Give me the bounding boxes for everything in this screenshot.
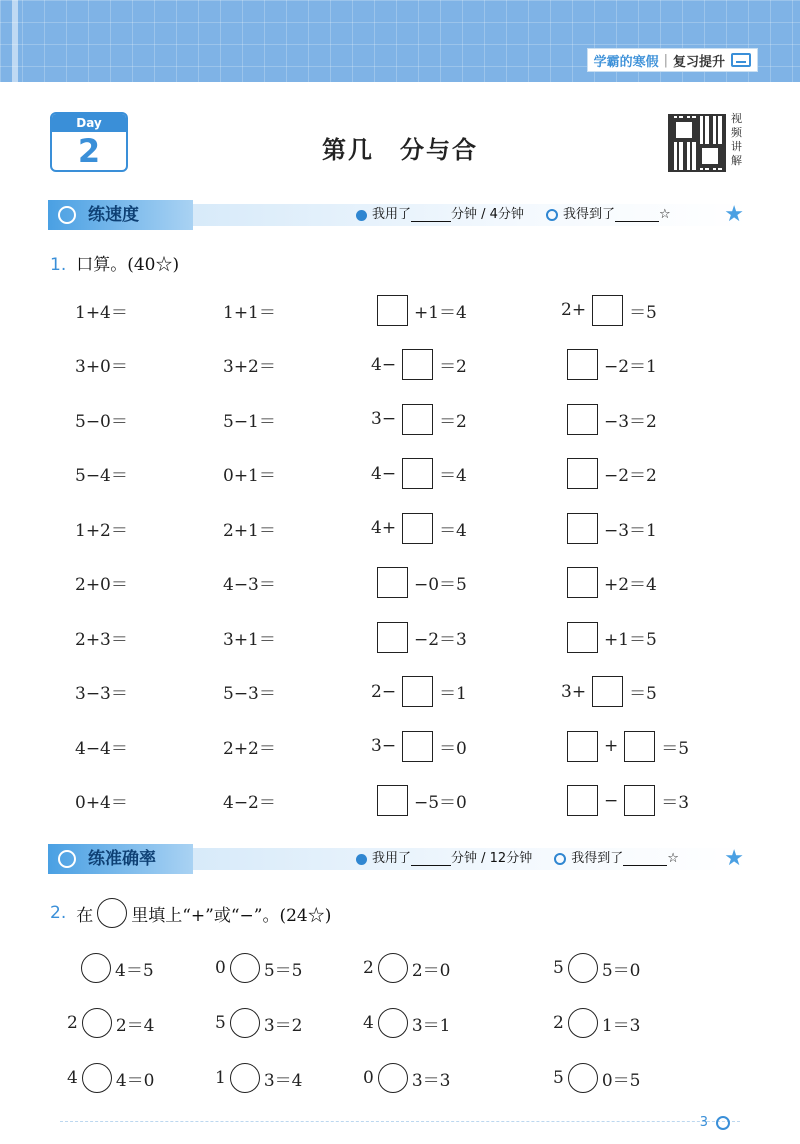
equation — [561, 290, 657, 330]
answer-box[interactable] — [377, 295, 408, 326]
equation-text: ＝5 — [629, 684, 657, 704]
sign-circle[interactable] — [230, 1008, 260, 1038]
section-accuracy-text: 练准确率 — [88, 849, 156, 869]
equation — [75, 345, 128, 385]
equation — [223, 454, 276, 494]
equation-text: 4− — [371, 463, 397, 484]
equation — [75, 781, 128, 821]
equation-text: 4+ — [371, 518, 397, 538]
equation — [561, 345, 657, 385]
equation-text: +2＝4 — [604, 575, 657, 595]
got-label: 我得到了 — [571, 851, 624, 866]
equation-text: 1＝3 — [601, 1015, 641, 1036]
star-symbol: ☆ — [667, 851, 679, 866]
equation-text: 1 — [215, 1068, 226, 1088]
equation-text: 2＝4 — [115, 1015, 155, 1036]
equation — [561, 726, 689, 766]
sign-row — [67, 1058, 755, 1098]
sign-circle[interactable] — [378, 1008, 408, 1038]
equation-text: 5−0＝ — [75, 411, 128, 432]
question-2-heading — [50, 898, 331, 928]
equation-text: ＝3 — [661, 793, 690, 813]
answer-box[interactable] — [567, 404, 598, 435]
equation-text: 3+ — [561, 681, 587, 702]
equation-text: 4−2＝ — [223, 793, 276, 813]
equation — [561, 508, 657, 548]
equation — [223, 508, 276, 548]
equation — [371, 563, 467, 603]
equation — [371, 508, 467, 548]
sign-equation — [363, 948, 450, 988]
equation — [75, 563, 128, 603]
sun-icon — [716, 1116, 730, 1130]
equation-text: 3＝3 — [411, 1070, 451, 1091]
equation — [371, 290, 467, 330]
equation — [223, 672, 276, 712]
equation-text: ＝2 — [439, 411, 467, 432]
equation — [561, 781, 689, 821]
equation-text: 1+2＝ — [75, 520, 128, 541]
answer-box[interactable] — [402, 404, 433, 435]
equation — [371, 781, 467, 821]
answer-box[interactable] — [592, 295, 623, 326]
equation-text: −0＝5 — [414, 575, 467, 595]
sign-equation — [67, 1058, 154, 1098]
equation-text: 4−3＝ — [223, 575, 276, 595]
equation-text: 4 — [67, 1068, 78, 1088]
equation-text: 3＝4 — [263, 1070, 303, 1091]
page-fold — [12, 0, 18, 82]
equation — [371, 672, 467, 712]
equation — [75, 399, 128, 439]
circle-blank — [97, 898, 127, 928]
answer-box[interactable] — [567, 622, 598, 653]
sign-circle[interactable] — [568, 953, 598, 983]
equation-text: 3＝2 — [263, 1015, 303, 1036]
equation-text: ＝4 — [439, 466, 467, 486]
equation — [561, 399, 657, 439]
equation-text: − — [604, 790, 619, 811]
clock-icon — [356, 854, 367, 865]
equation — [561, 672, 657, 712]
equation-text: 5 — [553, 958, 564, 978]
question-prefix: 在 — [76, 905, 94, 926]
equation-row — [75, 290, 755, 330]
answer-box[interactable] — [402, 349, 433, 380]
equation — [75, 726, 128, 766]
equation-row — [75, 454, 755, 494]
target-icon — [58, 850, 76, 868]
equation — [371, 454, 467, 494]
book-icon — [731, 53, 751, 67]
equation-text: ＝4 — [439, 520, 467, 541]
clock-icon — [356, 210, 367, 221]
sign-equation — [67, 948, 154, 988]
equation — [223, 726, 276, 766]
equation-row — [75, 563, 755, 603]
equation-text: ＝2 — [439, 357, 467, 377]
equation-text: 5−3＝ — [223, 684, 276, 704]
equation-text: −2＝1 — [604, 357, 657, 377]
equation-text: 2− — [371, 681, 397, 702]
equation — [561, 454, 657, 494]
equation-text: −2＝2 — [604, 466, 657, 486]
equation-text: 2+3＝ — [75, 629, 128, 650]
equation-text: −3＝1 — [604, 520, 657, 541]
answer-box[interactable] — [402, 676, 433, 707]
equation — [561, 617, 657, 657]
header-band — [0, 0, 800, 82]
equation-text: 2+2＝ — [223, 738, 276, 759]
got-label: 我得到了 — [562, 207, 615, 222]
equation-text: 2 — [67, 1013, 78, 1033]
answer-box[interactable] — [402, 458, 433, 489]
section-accuracy-bar — [48, 844, 748, 874]
equation-text: 1+1＝ — [223, 302, 276, 323]
score-blank[interactable] — [615, 208, 659, 222]
equation-text: ＝5 — [661, 738, 690, 759]
equation-text: 0+4＝ — [75, 793, 128, 813]
question-text: 口算。(40☆) — [76, 255, 180, 275]
sign-equation — [553, 1058, 640, 1098]
equation-row — [75, 399, 755, 439]
equation-text: 2+0＝ — [75, 575, 128, 595]
sign-circle[interactable] — [378, 1063, 408, 1093]
footer-divider — [60, 1121, 740, 1122]
sign-row — [75, 948, 755, 988]
equation-row — [75, 617, 755, 657]
answer-box[interactable] — [567, 731, 598, 762]
answer-box[interactable] — [567, 785, 598, 816]
stopwatch-icon — [58, 206, 76, 224]
equation-text: 4−4＝ — [75, 738, 128, 759]
page-number-text: 3 — [699, 1115, 708, 1130]
star-icon: ★ — [724, 202, 744, 227]
sign-equation — [215, 948, 302, 988]
section-speed-text: 练速度 — [88, 205, 139, 225]
equation-row — [75, 345, 755, 385]
check-icon — [554, 853, 566, 865]
equation — [371, 345, 467, 385]
equation-text: 2+1＝ — [223, 520, 276, 541]
score-blank[interactable] — [623, 852, 667, 866]
equation — [223, 399, 276, 439]
equation-text: 2 — [553, 1013, 564, 1033]
equation — [371, 617, 467, 657]
equation-text: 2＝0 — [411, 960, 451, 981]
equation-text: ＝5 — [629, 302, 657, 323]
equation — [75, 454, 128, 494]
question-text: 里填上“+”或“−”。(24☆) — [131, 905, 332, 926]
time-limit: 分钟 / 4分钟 — [451, 207, 524, 222]
series-tag — [587, 48, 758, 72]
equation-text: 3+0＝ — [75, 357, 128, 377]
sign-circle[interactable] — [230, 953, 260, 983]
equation-text: 4 — [363, 1013, 374, 1033]
time-blank[interactable] — [411, 852, 451, 866]
page-title: 第几 分与合 — [322, 136, 478, 164]
qr-code-icon[interactable] — [668, 114, 726, 172]
time-limit: 分钟 / 12分钟 — [451, 851, 533, 866]
answer-box[interactable] — [567, 513, 598, 544]
equation-text: 5＝5 — [263, 960, 303, 981]
series-name: 学霸的寒假 — [593, 54, 659, 70]
star-symbol: ☆ — [658, 207, 671, 222]
equation — [75, 672, 128, 712]
equation-row — [75, 726, 755, 766]
series-subtitle: 复习提升 — [672, 54, 725, 70]
sign-equation — [363, 1003, 450, 1043]
section-speed-bar — [48, 200, 748, 230]
answer-box[interactable] — [377, 785, 408, 816]
equation-text: 3+1＝ — [223, 629, 276, 650]
page-number — [700, 1115, 730, 1130]
answer-box[interactable] — [624, 785, 655, 816]
equation-text: −2＝3 — [414, 629, 467, 650]
equation-text: 2+ — [561, 300, 587, 320]
day-label: Day — [52, 114, 126, 132]
section-speed-label — [48, 200, 193, 230]
answer-box[interactable] — [567, 567, 598, 598]
sign-circle[interactable] — [568, 1008, 598, 1038]
sign-equation — [67, 1003, 154, 1043]
equation-row — [75, 672, 755, 712]
sign-circle[interactable] — [230, 1063, 260, 1093]
sign-equation — [553, 948, 640, 988]
equation-text: 1+4＝ — [75, 302, 128, 323]
equation-text: 0＝5 — [601, 1070, 641, 1091]
equation — [561, 563, 657, 603]
equation — [223, 781, 276, 821]
section-accuracy-info — [356, 844, 679, 874]
sign-circle[interactable] — [81, 953, 111, 983]
equation-text: +1＝5 — [604, 629, 657, 650]
time-blank[interactable] — [411, 208, 451, 222]
day-number: 2 — [77, 132, 101, 170]
equation-text: 5−1＝ — [223, 411, 276, 432]
qr-caption: 视频讲解 — [731, 112, 742, 167]
answer-box[interactable] — [567, 458, 598, 489]
equation-text: 3＝1 — [411, 1015, 451, 1036]
equation — [223, 345, 276, 385]
sign-equation — [215, 1003, 302, 1043]
equation-text: 4＝0 — [115, 1070, 155, 1091]
answer-box[interactable] — [567, 349, 598, 380]
section-accuracy-label — [48, 844, 193, 874]
equation-text: 2 — [363, 958, 374, 978]
used-label: 我用了 — [372, 207, 412, 222]
equation — [75, 508, 128, 548]
equation — [75, 617, 128, 657]
equation-text: ＝0 — [439, 738, 467, 759]
sign-circle[interactable] — [82, 1008, 112, 1038]
equation-text: ＝1 — [439, 684, 467, 704]
sign-row — [67, 1003, 755, 1043]
equation-text: 0 — [215, 958, 226, 978]
question-number: 2. — [50, 903, 67, 923]
equation-text: 5−4＝ — [75, 466, 128, 486]
sign-circle[interactable] — [82, 1063, 112, 1093]
equation-text: 3− — [371, 409, 397, 429]
answer-box[interactable] — [377, 622, 408, 653]
equation-text: 0 — [363, 1068, 374, 1088]
equation-text: −3＝2 — [604, 411, 657, 432]
equation-text: + — [604, 736, 619, 756]
equation-row — [75, 508, 755, 548]
equation-row — [75, 781, 755, 821]
equation-text: +1＝4 — [414, 302, 467, 323]
question-number: 1. — [50, 255, 67, 275]
sign-circle[interactable] — [568, 1063, 598, 1093]
answer-box[interactable] — [624, 731, 655, 762]
equation — [371, 399, 467, 439]
star-icon: ★ — [724, 846, 744, 871]
question-1-heading — [50, 250, 179, 275]
sign-circle[interactable] — [378, 953, 408, 983]
sign-equation — [215, 1058, 302, 1098]
equation — [223, 617, 276, 657]
answer-box[interactable] — [402, 513, 433, 544]
equation-text: 5 — [215, 1013, 226, 1033]
equation-text: 3−3＝ — [75, 684, 128, 704]
section-speed-info — [356, 200, 671, 230]
equation — [223, 563, 276, 603]
equation-text: 3− — [371, 736, 397, 756]
equation-text: 3+2＝ — [223, 357, 276, 377]
answer-box[interactable] — [377, 567, 408, 598]
equation — [223, 290, 276, 330]
equation-text: 0+1＝ — [223, 466, 276, 486]
check-icon — [546, 209, 558, 221]
sign-equation — [363, 1058, 450, 1098]
equation-text: −5＝0 — [414, 793, 467, 813]
equation-text: 4＝5 — [115, 960, 154, 981]
equation — [75, 290, 128, 330]
equation-text: 5 — [553, 1068, 564, 1088]
answer-box[interactable] — [402, 731, 433, 762]
series-separator: | — [663, 52, 668, 68]
used-label: 我用了 — [372, 851, 412, 866]
answer-box[interactable] — [592, 676, 623, 707]
equation-text: 5＝0 — [601, 960, 641, 981]
equation — [371, 726, 467, 766]
sign-equation — [553, 1003, 640, 1043]
equation-text: 4− — [371, 354, 397, 375]
